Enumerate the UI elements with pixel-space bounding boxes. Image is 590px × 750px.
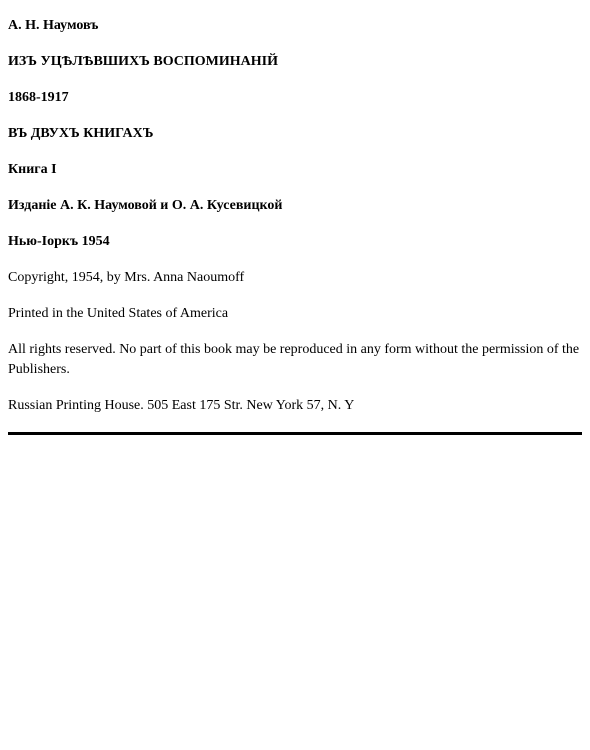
book-title: ИЗЪ УЦѢЛѢВШИХЪ ВОСПОМИНАНІЙ bbox=[8, 54, 279, 69]
copyright-notice: Copyright, 1954, by Mrs. Anna Naoumoff bbox=[8, 270, 245, 285]
place-and-year: Нью-Іоркъ 1954 bbox=[8, 234, 110, 249]
printed-in-notice: Printed in the United States of America bbox=[8, 306, 229, 321]
volumes-note: ВЪ ДВУХЪ КНИГАХЪ bbox=[8, 126, 154, 141]
horizontal-rule bbox=[8, 432, 582, 435]
book-number: Книга I bbox=[8, 162, 57, 177]
rights-notice: All rights reserved. No part of this book may be reproduced in any form without the permission of the Publishers. bbox=[8, 342, 580, 377]
printer-address: Russian Printing House. 505 East 175 Str. New York 57, N. Y bbox=[8, 398, 355, 413]
edition-note: Изданіе А. К. Наумовой и О. А. Кусевицкой bbox=[8, 198, 283, 213]
author-name: А. Н. Наумовъ bbox=[8, 18, 99, 33]
year-range: 1868-1917 bbox=[8, 90, 69, 105]
